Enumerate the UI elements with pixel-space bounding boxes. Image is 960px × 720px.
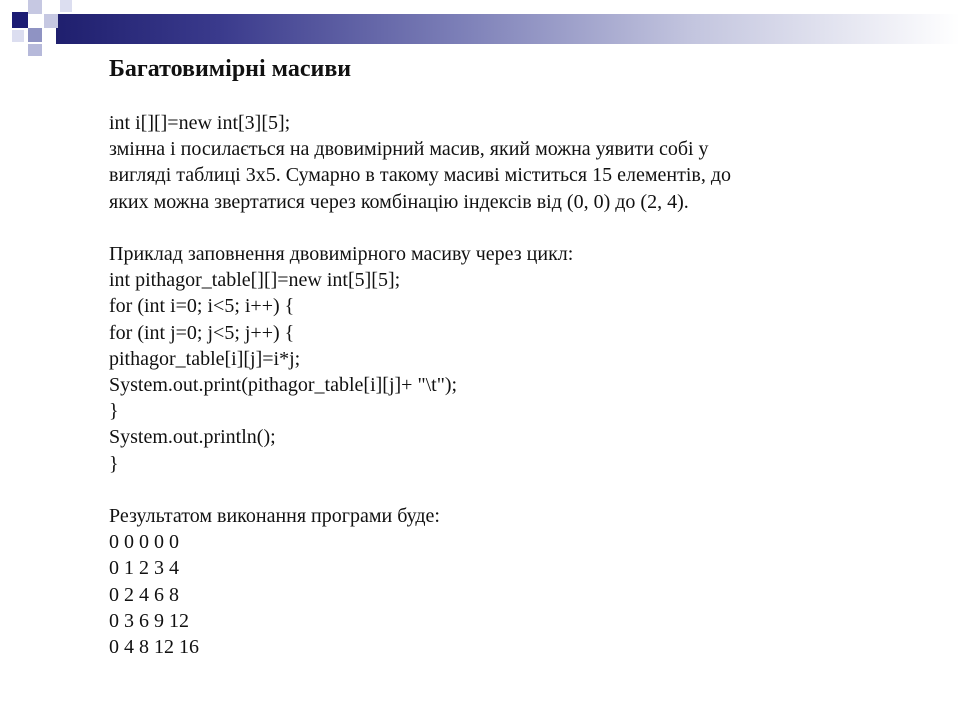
code-line: pithagor_table[i][j]=i*j; [109, 347, 301, 370]
code-example-block [109, 241, 869, 477]
result-row: 0 0 0 0 0 [109, 531, 179, 554]
result-block [109, 503, 869, 660]
code-line: } [109, 400, 119, 423]
code-line: int pithagor_table[][]=new int[5][5]; [109, 269, 401, 292]
result-row: 0 3 6 9 12 [109, 609, 189, 632]
intro-line: int i[][]=new int[3][5]; [109, 112, 291, 134]
decor-square [44, 14, 58, 28]
decor-square [60, 0, 72, 12]
result-row: 0 1 2 3 4 [109, 557, 179, 580]
spacer [109, 215, 869, 241]
slide-title: Багатовимірні масиви [109, 56, 352, 82]
intro-line: яких можна звертатися через комбінацію індексів від (0, 0) до (2, 4). [109, 190, 689, 213]
decor-square [12, 30, 24, 42]
code-line: for (int i=0; i<5; i++) { [109, 295, 295, 318]
decor-square [28, 28, 42, 42]
header-bar [56, 14, 960, 44]
result-row: 0 4 8 12 16 [109, 636, 199, 659]
intro-block [109, 110, 869, 215]
decor-square [28, 0, 42, 14]
result-row: 0 2 4 6 8 [109, 583, 179, 606]
decor-square [12, 12, 28, 28]
code-line: System.out.println(); [109, 426, 276, 449]
code-line: } [109, 452, 119, 475]
code-line: System.out.print(pithagor_table[i][j]+ "\t"); [109, 374, 458, 397]
example-heading: Приклад заповнення двовимірного масиву через цикл: [109, 243, 574, 265]
code-line: for (int j=0; j<5; j++) { [109, 321, 295, 344]
intro-line: вигляді таблиці 3х5. Сумарно в такому масиві міститься 15 елементів, до [109, 164, 732, 187]
result-heading: Результатом виконання програми буде: [109, 505, 440, 528]
slide-content [109, 54, 869, 660]
spacer [109, 477, 869, 503]
intro-line: змінна i посилається на двовимірний масив, який можна уявити собі у [109, 138, 709, 161]
decor-square [28, 44, 42, 56]
